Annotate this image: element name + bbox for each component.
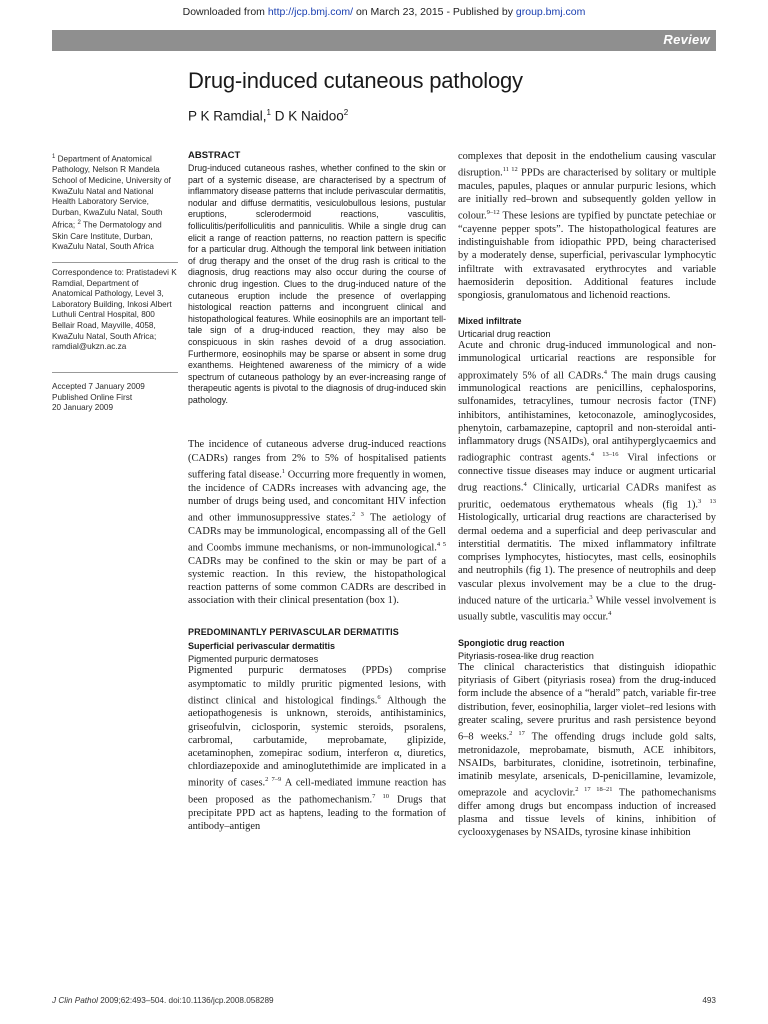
text-run: The clinical characteristics that distinguish idiopathic pityriasis of Gibert (pityriasis rosea) from the drug-induced form include the absence of a “herald” patch, variable fir-tree distribution, fever, eosinophilia, larger violet–red lesions with greater scaling, severe pruritus and rash persistence beyond 6–8 weeks.	[458, 662, 716, 743]
citation-mark: 4 5	[436, 540, 446, 548]
author-list	[188, 108, 348, 124]
banner-middle: on March 23, 2015 - Published by	[353, 6, 516, 18]
intro-paragraph	[188, 438, 446, 607]
sidebar-divider	[52, 372, 178, 373]
citation-mark: 1	[281, 467, 286, 475]
affil-mark: 2	[77, 220, 81, 227]
text-run: Viral infections or connective tissue diseases may induce or augment urticarial drug reactions.	[458, 452, 716, 494]
right-column	[458, 150, 716, 840]
text-run: The incidence of cutaneous adverse drug-induced reactions (CADRs) ranges from 2% to 5% of hospitalised patients suffering fatal disease.	[188, 439, 446, 481]
text-run: The pathomechanisms differ among drugs but encompass induction of increased plasma and tissue levels of kinins, inhibition of cyclooxygenases by NSAIDs, tyrosine kinase inhibition	[458, 787, 717, 839]
citation-mark: 4	[603, 368, 608, 376]
text-run: The aetiology of CADRs may be immunological, encompassing all of the Gell and Coombs immune mechanisms, or non-immunological.	[188, 512, 447, 554]
author-affil-mark: 1	[266, 108, 271, 117]
published-online-date: 20 January 2009	[52, 403, 113, 413]
subsection-heading: Spongiotic drug reaction	[458, 638, 565, 649]
text-run: Clinically, urticarial CADRs manifest as pruritic, oedematous erythematous wheals (fig 1).	[458, 482, 716, 511]
text-run: These lesions are typified by punctate petechiae or “cayenne pepper spots”. The histopathological features are indistinguishable from idiopathic PPD, being characterised by a moderately dense, superficial, perivascular lymphocytic infiltrate with extravasated erythrocytes and variable haemosiderin deposition. Additional features include spongiosis, granulomatous and lichenoid reactions.	[458, 210, 716, 301]
section-heading: PREDOMINANTLY PERIVASCULAR DERMATITIS	[188, 627, 399, 638]
page-number: 493	[702, 996, 716, 1005]
citation-text: 2009;62:493–504. doi:10.1136/jcp.2008.058289	[97, 996, 274, 1005]
text-run: Acute and chronic drug-induced immunological and non-immunological urticarial reactions are responsible for approximately 5% of all CADRs.	[458, 340, 716, 382]
text-run: Occurring more frequently in women, the incidence of CADRs increases with advancing age, the number of drugs being used, and concomitant HIV infection and other immunosuppressive states.	[188, 469, 446, 524]
correspondence: Correspondence to: Pratistadevi K Ramdial, Department of Anatomical Pathology, Level 3, Laboratory Building, Inkosi Albert Luthuli Central Hospital, 800 Bellair Road, Mayville, 4058, KwaZulu Natal, South Africa; ramdial@ukzn.ac.za	[52, 268, 177, 352]
text-run: CADRs may be confined to the skin or may be part of a systemic reaction. In this review, the histopathological reaction patterns of some common CADRs are described in association with their clinical presentation (box 1).	[188, 555, 446, 607]
text-run: PPDs are characterised by solitary or multiple macules, papules, plaques or annular purpuric lesions, which are initially red–brown and subsequently golden yellow in colour.	[458, 167, 716, 222]
subsection-heading: Mixed infiltrate	[458, 316, 522, 327]
text-run: Histologically, urticarial drug reactions are characterised by dermal oedema and a superficial and deep perivascular and interstitial dermatitis. The mixed inflammatory infiltrate comprises lymphocytes, histiocytes, mast cells, eosinophils and neutrophils (fig 1). The presence of neutrophils and deep vascular plexus involvement may be a clue to the drug-induced nature of the urticaria.	[458, 512, 716, 607]
subsubsection-heading: Pigmented purpuric dermatoses	[188, 654, 319, 665]
sidebar-divider	[52, 262, 178, 263]
abstract-text: Drug-induced cutaneous rashes, whether confined to the skin or part of a systemic disease, are characterised by a spectrum of inflammatory disease patterns that include perivascular dermatitis, nodular and diffuse dermatitis, vesiculobullous lesions, pustular eruptions, sclerodermoid reactions, vasculitis, folliculitis/perifolliculitis and panniculitis. While a single drug can elicit a range of reaction patterns, no reaction pattern is specific for a particular drug. Although the temporal link between initiation of drug therapy and the onset of the drug rash is critical to the diagnosis, drug reactions may also occur during the course of chronic drug ingestion. Clues to the drug-induced nature of the cutaneous eruption include the presence of overlapping histological reaction patterns and incongruent clinical and histopathological features. While eosinophils are an important tell-tale sign of a drug-induced reaction, they may also be conspicuous in skin rashes devoid of a drug association. Furthermore, eosinophils may be sparse or absent in some drug exanthems. Heightened awareness of the mimicry of a wide spectrum of cutaneous pathology by an ever-increasing range of therapeutic agents is pivotal to the diagnosis of drug-induced skin pathology.	[188, 163, 446, 405]
subsection-heading: Superficial perivascular dermatitis	[188, 641, 336, 652]
ppd-paragraph-continued	[458, 150, 716, 302]
affil-mark: 1	[52, 154, 56, 160]
citation-mark: 4	[608, 610, 612, 618]
text-run: Drugs that precipitate PPD act as haptens, leading to the formation of antibody–antigen	[188, 794, 446, 832]
citation-mark: 2 17 18–21	[575, 786, 613, 794]
pityriasis-paragraph	[458, 661, 716, 840]
ppd-paragraph	[188, 664, 446, 833]
author-affil-mark: 2	[343, 108, 349, 117]
text-run: The main drugs causing immunological reactions are penicillins, cephalosporins, sulfonamides, tetracylines, tumour necrosis factor (TNF) inhibitors, antihistamines, ketoconazole, aminoglycosides, phenytoin, carbamazepine, captopril and non-steroidal anti-inflammatory drugs (NSAIDs), oral antihyperglycaemics and radiographic contrast agents.	[458, 370, 716, 464]
accepted-date: Accepted 7 January 2009	[52, 382, 145, 391]
text-run: complexes that deposit in the endothelium causing vascular disruption.	[458, 151, 716, 179]
urticarial-paragraph	[458, 339, 716, 624]
author-name: P K Ramdial,	[188, 108, 267, 124]
citation-mark: 2 3	[352, 510, 364, 518]
author-name: D K Naidoo	[271, 108, 344, 124]
download-banner	[0, 6, 768, 18]
text-run: A cell-mediated immune reaction has been proposed as the pathomechanism.	[188, 777, 447, 806]
text-run: While vessel involvement is usually subtle, vasculitis may occur.	[458, 595, 716, 623]
journal-name: J Clin Pathol	[52, 996, 98, 1005]
citation-mark: 7 10	[372, 793, 389, 801]
citation-mark: 4	[523, 481, 527, 489]
article-dates	[52, 382, 178, 414]
left-column	[188, 150, 446, 833]
published-online-label: Published Online First	[52, 392, 133, 402]
subsubsection-heading: Pityriasis-rosea-like drug reaction	[458, 651, 594, 662]
affiliations	[52, 152, 178, 253]
text-run: The offending drugs include gold salts, metronidazole, meprobamate, bismuth, ACE inhibitors, NSAIDs, barbiturates, clonidine, isotretinoin, terbinafine, imatinib mesylate, arsenicals, D-penicillamine, levamizole, omeprazole and acyclovir.	[458, 731, 717, 799]
banner-prefix: Downloaded from	[182, 6, 268, 18]
citation-mark: 3	[589, 593, 593, 601]
citation-mark: 4 13–16	[590, 451, 619, 459]
text-run: Although the aetiopathogenesis is unknown, steroids, antihistaminics, griseofulvin, ciclosporin, systemic steroids, psoralens, carbromal, carbutamide, meprobamate, glipizide, acetaminophen, zomepirac sodium, interferon α, diuretics, chlordiazepoxide and aminoglutethimide are implicated in a minority of cases.	[188, 695, 446, 789]
footer-citation	[52, 996, 274, 1005]
text-run: Pigmented purpuric dermatoses (PPDs) comprise asymptomatic to mildly pruritic pigmented lesions, with distinct clinical and histological findings.	[188, 665, 446, 707]
affil-text: The Dermatology and Skin Care Institute, Durban, KwaZulu Natal, South Africa	[52, 221, 162, 252]
affil-text: Department of Anatomical Pathology, Nelson R Mandela School of Medicine, University of KwaZulu Natal and National Health Laboratory Service, Durban, KwaZulu Natal, South Africa;	[52, 154, 171, 231]
citation-mark: 6	[377, 693, 381, 701]
jcp-link[interactable]: http://jcp.bmj.com/	[267, 6, 354, 18]
article-title: Drug-induced cutaneous pathology	[188, 68, 523, 93]
section-label: Review	[663, 32, 710, 47]
section-bar	[52, 30, 716, 51]
group-bmj-link[interactable]: group.bmj.com	[515, 6, 586, 18]
citation-mark: 9–12	[486, 209, 500, 217]
citation-mark: 3 13	[698, 497, 716, 505]
citation-mark: 2 7–9	[265, 776, 282, 784]
citation-mark: 2 17	[509, 730, 525, 738]
citation-mark: 11 12	[502, 166, 518, 174]
subsubsection-heading: Urticarial drug reaction	[458, 329, 551, 340]
abstract-heading: ABSTRACT	[188, 150, 241, 161]
